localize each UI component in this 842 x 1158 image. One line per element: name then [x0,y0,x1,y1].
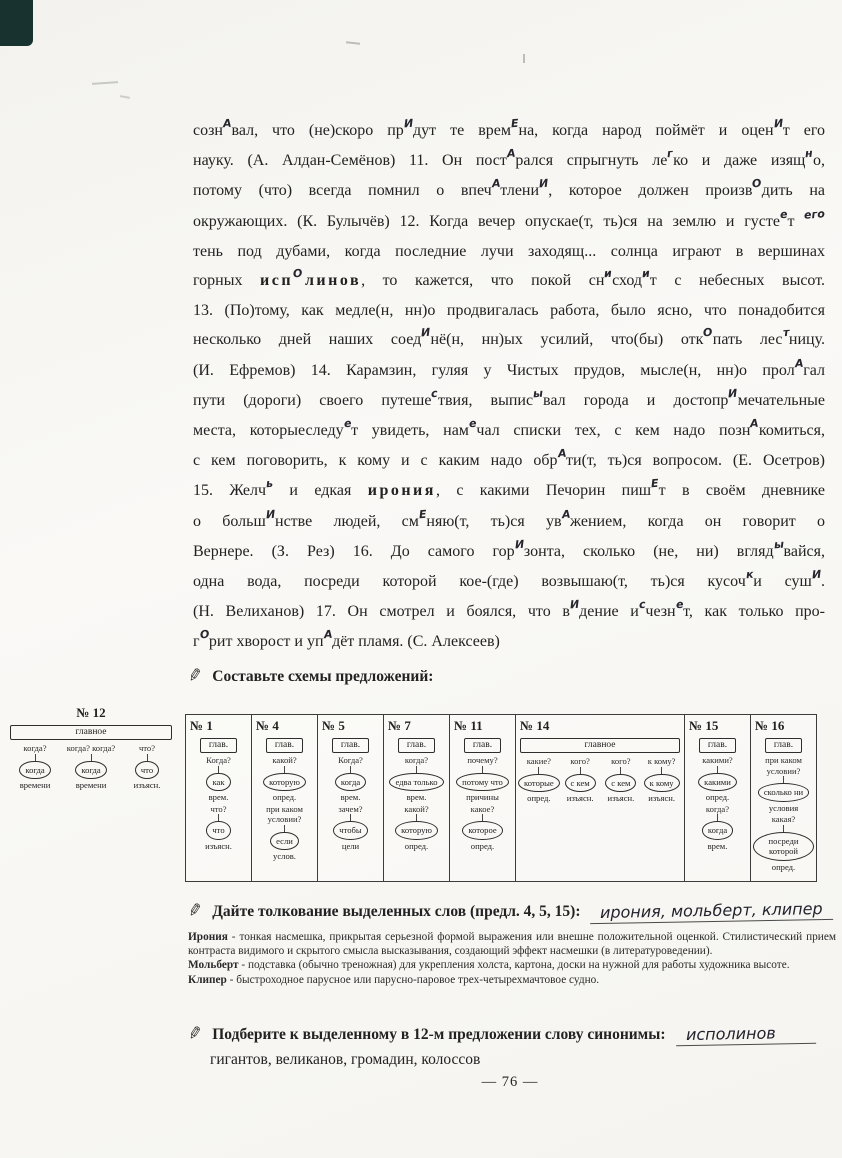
highlighted-word: Ирония [188,931,228,943]
clause-oval: которую [395,821,438,840]
question-label: какое? [470,803,495,814]
scan-smudge [120,95,130,99]
definition-line: Ирония - тонкая насмешка, прикрытая серьезной формой выражения или внешне положительной оценкой. Стилистический прием контраста видимого и скрытого смысла высказывания, создающий эффект насмешки (в литературоведении). [188,931,836,958]
scheme-branch [601,756,642,804]
clause-oval: если [270,832,299,851]
handwritten-insert: к [745,567,754,582]
scan-smudge [523,54,525,63]
text-line: Вернере. (З. Рез) 16. До самого горИзонта, сколько (не, ни) вглядывайся, [193,537,825,567]
handwritten-insert: А [557,446,567,461]
scheme-12 [5,702,177,795]
handwritten-insert: г [666,147,674,161]
clause-oval: когда [75,761,106,780]
clause-oval: которую [263,773,306,792]
clause-oval: которые [518,774,560,793]
handwritten-insert: И [514,537,525,552]
main-clause-box: глав. [266,738,303,753]
connector-line [35,754,36,761]
connector-line [284,766,285,773]
scheme-4 [251,714,318,882]
scheme-branches [320,755,381,851]
handwritten-insert: с [638,598,646,612]
connector-line [482,814,483,821]
clause-oval: какими [698,773,737,792]
clause-oval: что [206,821,230,840]
question-label: кого? [570,756,590,766]
clause-oval: едва только [389,773,443,792]
scheme-branch [452,804,513,852]
handwritten-insert: И [569,597,580,612]
pencil-icon: ✎ [186,899,205,923]
scan-smudge [346,41,360,44]
text-line: сознАвал, что (не)скоро прИдут те времЕна, когда народ поймёт и оценИт его [193,116,825,146]
handwritten-answer-words: ирония, мольберт, клипер [590,899,833,924]
scheme-branch [753,814,814,872]
main-clause-box: глав. [332,738,369,753]
text-line: (Н. Велиханов) 17. Он смотрел и боялся, что вИдение исчезнет, как только про- [193,597,825,627]
connector-line [350,814,351,821]
clause-type: изъясн. [205,840,232,851]
scheme-branch [63,743,119,791]
scheme-5 [317,714,384,882]
clause-type: причины [466,792,499,802]
handwritten-insert: н [804,146,814,161]
question-label: почему? [467,755,498,765]
handwritten-insert: и [641,266,651,281]
clause-type: опред. [771,861,796,872]
handwritten-insert: е [675,598,684,612]
connector-line [783,825,784,832]
scheme-label: № 11 [454,718,483,733]
connector-line [147,754,148,761]
scan-corner-artifact [0,0,33,46]
text-line: места, которыеследует увидеть, намечал списки тех, с кем надо познАкомиться, [193,416,825,446]
handwritten-insert: ь [265,477,274,491]
handwritten-insert: И [538,177,549,191]
clause-oval: что [135,761,159,780]
connector-line [783,776,784,783]
task-define-words [188,901,833,922]
question-label: что? [138,743,156,753]
clause-oval: когда [335,773,366,792]
question-label: когда? когда? [66,743,116,753]
question-label: какой? [272,755,297,765]
clause-oval: посреди которой [753,832,814,861]
connector-line [284,825,285,832]
highlighted-word: испОлинов [260,272,361,289]
handwritten-insert: его [803,206,826,222]
question-label: при каком условии? [765,755,802,776]
connector-line [661,767,662,774]
handwritten-insert: О [751,177,763,191]
main-clause-box: глав. [398,738,435,753]
clause-type: изъясн. [607,793,635,803]
text-line: потому (что) всегда помнил о впечАтлениИ, которое должен произвОдить на [193,176,825,206]
text-line: науку. (А. Алдан-Семёнов) 11. Он постАрался спрыгнуть легко и даже изящно, [193,146,825,176]
scheme-label: № 14 [520,718,550,733]
handwritten-answer-synonym: исполинов [675,1023,815,1046]
task-compose-schemes [188,666,433,686]
clause-oval: потому что [456,773,509,792]
scheme-branch [188,755,249,803]
task-synonyms [188,1024,816,1045]
clause-oval: чтобы [333,821,367,840]
scheme-branch [560,756,601,804]
scheme-branch [687,755,748,803]
scheme-label: № 15 [689,718,719,733]
question-label: Когда? [206,755,231,765]
clause-oval: сколько ни [758,783,809,802]
scheme-label: № 16 [755,718,785,733]
main-clause-box: глав. [464,738,501,753]
clause-oval: к кому [644,774,680,793]
clause-type: врем. [208,792,229,802]
highlighted-word: ирония [367,482,436,500]
scheme-branch [518,756,560,804]
scheme-branch [254,804,315,862]
clause-type: условия [768,802,799,813]
question-label: какая? [771,814,796,824]
scheme-branch [386,755,447,803]
handwritten-insert: И [420,326,431,340]
question-label: какими? [702,755,733,765]
exercise-text [193,116,825,658]
handwritten-insert: и [603,266,613,281]
handwritten-insert: А [323,628,333,642]
clause-type: опред. [404,840,429,851]
handwritten-insert: И [265,507,276,521]
handwritten-insert: А [222,116,232,131]
highlighted-word: Клипер [188,973,227,986]
clause-type: времени [75,780,107,790]
scheme-label: № 1 [190,718,213,733]
scheme-branch [687,804,748,852]
pencil-icon: ✎ [186,1022,205,1046]
clause-oval: когда [19,761,50,780]
scheme-label: № 4 [256,718,279,733]
pencil-icon: ✎ [186,664,205,688]
question-label: кого? [611,756,631,766]
text-line: с кем поговорить, к кому и с каким надо обрАти(т, ть)ся вопросом. (Е. Осетров) [193,446,825,476]
text-line: пути (дороги) своего путешествия, выписывал города и достопрИмечательные [193,386,825,416]
text-line: несколько дней наших соедИнё(н, нн)ых усилий, что(бы) откОпать лестницу. [193,325,825,355]
scheme-7 [383,714,450,882]
scheme-11 [449,714,516,882]
handwritten-insert: И [727,386,739,401]
scheme-branch [320,804,381,852]
handwritten-insert: И [773,116,784,131]
handwritten-insert: И [403,116,414,131]
page-number: — 76 — [481,1074,539,1090]
scheme-branch [7,743,63,791]
connector-line [538,767,539,774]
scheme-1 [185,714,252,882]
scheme-label: № 12 [76,705,106,720]
handwritten-insert: т [782,326,790,340]
clause-oval: как [206,773,230,792]
handwritten-insert: Е [510,116,519,131]
scheme-branches [386,755,447,851]
handwritten-insert: ы [532,386,544,401]
schemes-strip [186,714,817,882]
definition-line: Мольберт - подставка (обычно треножная) для укрепления холста, картона, доски на нужной для работы художника высоте. [188,959,790,972]
handwritten-insert: е [468,416,477,431]
handwritten-insert: ы [773,537,784,552]
clause-type: опред. [705,792,730,802]
scheme-16 [750,714,817,882]
text-line: тень под дубами, когда последние лучи заходящ... солнца играют в вершинах [193,242,825,260]
synonyms-answer: гигантов, великанов, громадин, колоссов [210,1051,481,1068]
clause-type: опред. [470,840,495,851]
handwritten-insert: А [491,177,501,191]
scheme-branch [320,755,381,803]
question-label: когда? [705,803,730,814]
connector-line [218,814,219,821]
connector-line [717,814,718,821]
scheme-branch [753,755,814,813]
word-definitions [188,930,836,987]
definition-line: Клипер - быстроходное парусное или парусно-паровое трех-четырехмачтовое судно. [188,973,600,986]
question-label: что? [210,803,227,814]
connector-line [580,767,581,774]
handwritten-insert: А [749,416,760,431]
task1-label: Составьте схемы предложений: [212,668,434,685]
task2-label: Дайте толкование выделенных слов (предл. 4, 5, 15): [212,903,581,920]
scheme-branch [641,756,682,804]
clause-type: врем. [707,840,728,851]
question-label: когда? [23,743,47,753]
handwritten-insert: О [292,266,306,281]
handwritten-insert: О [702,326,714,340]
main-clause-box: глав. [699,738,736,753]
scheme-branch [452,755,513,803]
clause-oval: с кем [565,774,596,793]
handwritten-insert: с [431,386,439,401]
text-line: гОрит хворост и упАдёт пламя. (С. Алексеев) [193,627,825,657]
scheme-branch [188,804,249,852]
clause-oval: когда [702,821,733,840]
connector-line [620,767,621,774]
scheme-branches [254,755,315,862]
highlighted-word: Мольберт [188,959,239,972]
handwritten-insert: е [343,416,352,431]
question-label: Когда? [338,755,363,765]
scheme-branches [7,742,175,791]
sentence-schemes [0,694,842,894]
clause-type: врем. [406,792,427,802]
clause-type: времени [19,780,51,790]
main-clause-box: глав. [765,738,802,753]
scan-smudge [92,81,118,85]
clause-type: цели [341,840,360,851]
clause-type: врем. [340,792,361,802]
question-label: к кому? [647,756,676,766]
connector-line [218,766,219,773]
scheme-label: № 7 [388,718,411,733]
scheme-branches [452,755,513,851]
question-label: какие? [526,756,551,766]
clause-oval: с кем [605,774,636,793]
connector-line [91,754,92,761]
handwritten-insert: И [811,567,822,582]
scheme-branch [386,804,447,852]
question-label: когда? [404,755,429,765]
text-line: 15. Желчь и едкая ирония, с какими Печорин пишЕт в своём дневнике [193,476,825,506]
handwritten-insert: Е [418,507,427,521]
main-clause-box: главное [520,738,679,753]
connector-line [416,814,417,821]
clause-type: изъясн. [566,793,594,803]
handwritten-insert: е [779,207,788,221]
main-clause-box: глав. [200,738,237,753]
main-clause-box: главное [10,725,172,740]
question-label: зачем? [338,803,363,814]
scheme-branches [188,755,249,851]
scheme-15 [684,714,751,882]
connector-line [416,766,417,773]
text-line: 13. (По)тому, как медле(н, нн)о продвигалась работа, было ясно, что понадобится [193,302,825,320]
text-line: горных испОлинов, то кажется, что покой снисходит с небесных высот. [193,266,825,296]
scheme-branches [753,755,814,872]
text-line: (И. Ефремов) 14. Карамзин, гуляя у Чистых прудов, мысле(н, нн)о пролАгал [193,356,825,386]
task3-label: Подберите к выделенному в 12-м предложении слову синонимы: [212,1026,666,1043]
connector-line [482,766,483,773]
text-line: одна вода, посреди которой кое-(где) возвышаю(т, ть)ся кусочки сушИ. [193,567,825,597]
handwritten-insert: О [199,628,210,642]
scheme-14 [515,714,685,882]
connector-line [350,766,351,773]
scheme-branches [518,755,682,804]
text-line: о большИнстве людей, смЕняю(т, ть)ся увАжением, когда он говорит о [193,507,825,537]
scheme-branches [687,755,748,851]
handwritten-insert: А [794,356,804,370]
handwritten-insert: А [506,146,516,161]
clause-oval: которое [462,821,502,840]
question-label: какой? [404,803,429,814]
clause-type: опред. [527,793,551,803]
handwritten-insert: Е [650,477,660,491]
text-line: окружающих. (К. Булычёв) 12. Когда вечер опускае(т, ть)ся на землю и густеет его [193,207,825,237]
clause-type: изъясн. [648,793,676,803]
scheme-label: № 5 [322,718,345,733]
handwritten-insert: А [561,507,571,521]
connector-line [717,766,718,773]
scheme-branch [254,755,315,803]
scheme-12-container [6,702,177,795]
question-label: при каком условии? [266,803,303,824]
scheme-branch [119,743,175,791]
clause-type: изъясн. [133,780,161,790]
clause-type: опред. [272,792,297,802]
clause-type: услов. [273,851,296,861]
